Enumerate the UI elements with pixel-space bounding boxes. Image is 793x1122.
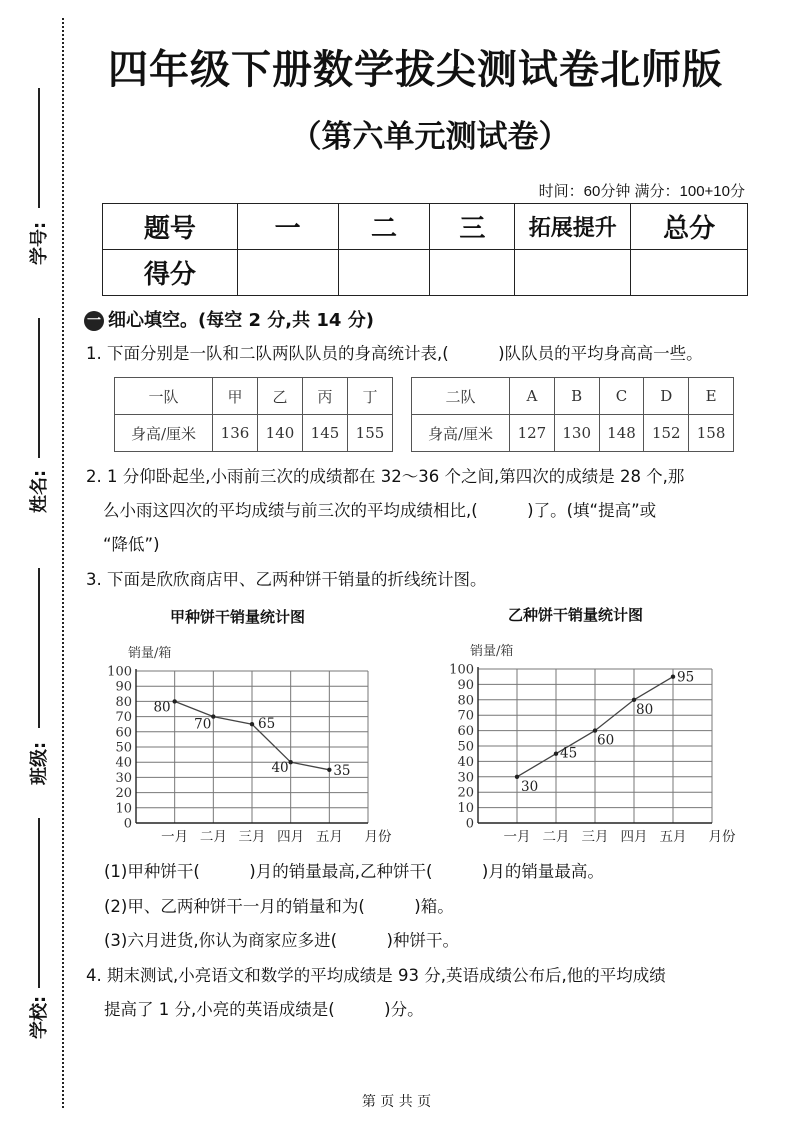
page-title: 四年级下册数学拔尖测试卷北师版 <box>108 47 723 93</box>
y-tick-label: 60 <box>115 725 132 741</box>
x-tick-label: 三月 <box>238 829 266 845</box>
y-tick-label: 10 <box>457 801 474 817</box>
data-point <box>172 699 176 703</box>
chart-b-title: 乙种饼干销量统计图 <box>508 606 644 624</box>
data-label: 35 <box>333 762 351 779</box>
question-2-line-1: 2. 1 分仰卧起坐,小雨前三次的成绩都在 32～36 个之间,第四次的成绩是 28 个,那 <box>86 467 685 486</box>
table-cell: 一队 <box>115 378 213 415</box>
table-cell: 145 <box>303 415 348 452</box>
data-label: 80 <box>153 699 171 716</box>
table-cell: B <box>554 378 599 415</box>
name-label: 姓名: <box>29 469 50 513</box>
data-point <box>671 675 675 679</box>
table-cell: 127 <box>510 415 555 452</box>
table-cell: 身高/厘米 <box>412 415 510 452</box>
table-cell: 甲 <box>213 378 258 415</box>
y-axis-label: 销量/箱 <box>128 646 172 661</box>
table-cell: 130 <box>554 415 599 452</box>
x-tick-label: 一月 <box>503 829 531 845</box>
time-score-info: 时间：60分钟 满分：100+10分 <box>538 183 745 200</box>
y-axis-label: 销量/箱 <box>470 644 514 659</box>
score-table-header-row <box>103 204 748 250</box>
score-input-cell[interactable] <box>237 250 338 296</box>
question-3-sub-1: (1)甲种饼干( )月的销量最高,乙种饼干( )月的销量最高。 <box>104 862 604 881</box>
y-tick-label: 100 <box>449 662 474 678</box>
question-3-sub-2: (2)甲、乙两种饼干一月的销量和为( )箱。 <box>104 897 454 916</box>
section-heading-text: 细心填空。(每空 2 分,共 14 分) <box>108 310 374 331</box>
score-table-cell: 一 <box>237 204 338 250</box>
y-tick-label: 80 <box>115 694 132 710</box>
question-1-text: 1. 下面分别是一队和二队两队队员的身高统计表,( )队队员的平均身高高一些。 <box>86 344 703 363</box>
binding-dotted-line <box>62 18 64 1108</box>
table-cell: A <box>510 378 555 415</box>
y-tick-label: 0 <box>465 816 474 832</box>
class-label: 班级: <box>29 741 50 785</box>
x-axis-label: 月份 <box>364 829 392 845</box>
table-cell: D <box>644 378 689 415</box>
score-table-score-row <box>103 250 748 296</box>
score-table <box>102 203 748 296</box>
y-tick-label: 70 <box>115 710 132 726</box>
score-table-cell: 拓展提升 <box>515 204 631 250</box>
score-table-cell: 二 <box>338 204 430 250</box>
x-tick-label: 四月 <box>620 829 648 845</box>
question-2-line-3: “降低”) <box>103 535 160 554</box>
x-tick-label: 一月 <box>161 829 189 845</box>
y-tick-label: 70 <box>457 708 474 724</box>
section-heading <box>84 306 374 332</box>
team2-height-table <box>411 377 734 452</box>
y-tick-label: 50 <box>115 740 132 756</box>
data-label: 60 <box>597 732 615 749</box>
y-tick-label: 20 <box>115 786 132 802</box>
score-table-cell: 总分 <box>631 204 748 250</box>
table-cell: 丙 <box>303 378 348 415</box>
score-input-cell[interactable] <box>631 250 748 296</box>
table-cell: 140 <box>258 415 303 452</box>
school-line <box>38 818 40 988</box>
y-tick-label: 30 <box>457 770 474 786</box>
y-tick-label: 50 <box>457 739 474 755</box>
data-point <box>250 722 254 726</box>
y-tick-label: 90 <box>457 677 474 693</box>
y-tick-label: 10 <box>115 801 132 817</box>
x-axis-label: 月份 <box>708 829 736 845</box>
table-cell: 乙 <box>258 378 303 415</box>
question-3-sub-3: (3)六月进货,你认为商家应多进( )种饼干。 <box>104 931 459 950</box>
data-label: 30 <box>521 778 539 795</box>
data-point <box>515 775 519 779</box>
y-tick-label: 40 <box>457 754 474 770</box>
score-input-cell[interactable] <box>430 250 515 296</box>
x-tick-label: 三月 <box>581 829 609 845</box>
y-tick-label: 80 <box>457 693 474 709</box>
table-cell: 158 <box>689 415 734 452</box>
x-tick-label: 四月 <box>277 829 305 845</box>
x-tick-label: 五月 <box>659 829 687 845</box>
y-tick-label: 40 <box>115 755 132 771</box>
data-point <box>211 714 215 718</box>
chart-a <box>96 636 416 848</box>
question-4-line-1: 4. 期末测试,小亮语文和数学的平均成绩是 93 分,英语成绩公布后,他的平均成绩 <box>86 966 666 985</box>
table-cell: 身高/厘米 <box>115 415 213 452</box>
data-label: 70 <box>194 716 212 733</box>
school-label: 学校: <box>29 995 50 1039</box>
data-label: 45 <box>560 745 578 762</box>
x-tick-label: 二月 <box>542 829 570 845</box>
data-label: 95 <box>677 669 695 686</box>
y-tick-label: 60 <box>457 724 474 740</box>
y-tick-label: 0 <box>123 816 132 832</box>
student-id-label: 学号: <box>29 221 50 265</box>
score-input-cell[interactable] <box>338 250 430 296</box>
chart-a-title: 甲种饼干销量统计图 <box>170 608 306 626</box>
x-tick-label: 二月 <box>199 829 227 845</box>
data-label: 80 <box>636 701 654 718</box>
data-label: 40 <box>271 760 289 777</box>
score-table-cell: 题号 <box>103 204 238 250</box>
name-line <box>38 318 40 458</box>
data-label: 65 <box>258 716 276 733</box>
section-number-badge: 一 <box>84 311 104 331</box>
chart-b <box>446 636 756 848</box>
question-4-line-2: 提高了 1 分,小亮的英语成绩是( )分。 <box>104 1000 424 1019</box>
question-2-line-2: 么小雨这四次的平均成绩与前三次的平均成绩相比,( )了。(填“提高”或 <box>103 501 657 520</box>
y-tick-label: 30 <box>115 770 132 786</box>
table-cell: 148 <box>599 415 644 452</box>
y-tick-label: 100 <box>107 664 132 680</box>
page-footer: 第 页 共 页 <box>361 1094 432 1110</box>
team1-height-table <box>114 377 393 452</box>
score-table-cell: 得分 <box>103 250 238 296</box>
student-id-line <box>38 88 40 208</box>
table-cell: 二队 <box>412 378 510 415</box>
class-line <box>38 568 40 728</box>
question-3-text: 3. 下面是欣欣商店甲、乙两种饼干销量的折线统计图。 <box>86 570 487 589</box>
table-cell: 136 <box>213 415 258 452</box>
y-tick-label: 90 <box>115 679 132 695</box>
data-point <box>327 768 331 772</box>
table-cell: 155 <box>348 415 393 452</box>
score-input-cell[interactable] <box>515 250 631 296</box>
table-cell: 152 <box>644 415 689 452</box>
table-cell: E <box>689 378 734 415</box>
table-cell: C <box>599 378 644 415</box>
score-table-cell: 三 <box>430 204 515 250</box>
table-cell: 丁 <box>348 378 393 415</box>
data-point <box>554 752 558 756</box>
page-subtitle: （第六单元测试卷） <box>290 119 570 155</box>
data-point <box>288 760 292 764</box>
y-tick-label: 20 <box>457 785 474 801</box>
x-tick-label: 五月 <box>315 829 343 845</box>
